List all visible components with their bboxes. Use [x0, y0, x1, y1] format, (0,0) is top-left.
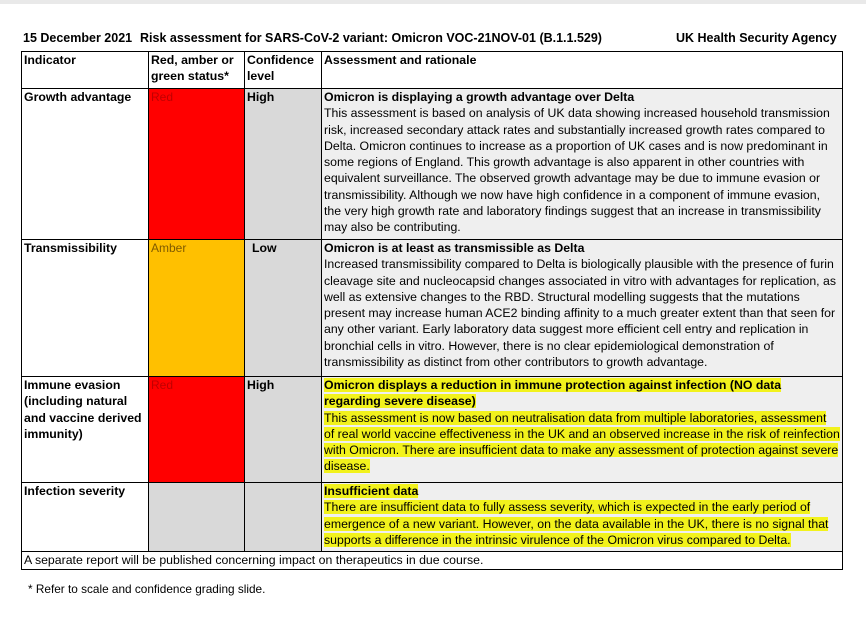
assessment-title	[324, 483, 840, 499]
indicator-cell: Growth advantage	[22, 89, 149, 240]
indicator-cell: Transmissibility	[22, 240, 149, 377]
report-date: 15 December 2021	[23, 31, 133, 45]
assessment-title	[324, 377, 840, 410]
confidence-cell: Low	[245, 240, 322, 377]
agency-name: UK Health Security Agency	[676, 31, 837, 45]
table-footer-row	[22, 552, 843, 570]
status-cell-red: Red	[149, 89, 245, 240]
confidence-cell: High	[245, 89, 322, 240]
assessment-cell	[322, 483, 843, 552]
confidence-cell: High	[245, 377, 322, 483]
assessment-text: This assessment is based on analysis of UK data showing increased household transmission risk, increased secondary attack rates and substantially increased growth rates compared to Delta. Omicron continues to increase as a proportion of UK cases and is now predominant in some regions of England. This growth advantage is also apparent in other countries with equivalent surveillance. The observed growth advantage may be due to immune evasion or transmissibility. Although we now have high confidence in a component of immune evasion, the very high growth rate and laboratory findings suggest that an increase in transmissibility may also be contributing.	[324, 106, 830, 235]
assessment-title: Omicron is at least as transmissible as Delta	[324, 241, 585, 255]
indicator-cell: Infection severity	[22, 483, 149, 552]
assessment-cell	[322, 89, 843, 240]
report-title: Risk assessment for SARS-CoV-2 variant: Omicron VOC-21NOV-01 (B.1.1.529)	[140, 31, 602, 45]
risk-assessment-table	[21, 51, 843, 570]
status-cell-amber: Amber	[149, 240, 245, 377]
header-confidence: Confidence level	[245, 52, 322, 89]
highlighted-text: This assessment is now based on neutralisation data from multiple laboratories, assessment of real world vaccine effectiveness in the UK and an observed increase in the risk of reinfection with Omicron. There are insufficient data to make any assessment of protection against severe disease.	[324, 410, 840, 474]
highlighted-title: Omicron displays a reduction in immune protection against infection (NO data regarding severe disease)	[324, 378, 782, 409]
table-row	[22, 240, 843, 377]
status-cell-red: Red	[149, 377, 245, 483]
footer-note: A separate report will be published concerning impact on therapeutics in due course.	[22, 552, 843, 570]
assessment-text	[324, 410, 840, 475]
indicator-cell: Immune evasion (including natural and vaccine derived immunity)	[22, 377, 149, 483]
assessment-text: Increased transmissibility compared to Delta is biologically plausible with the presence of furin cleavage site and nucleocapsid changes associated in vitro with advantages for replication, as well as extensive changes to the RBD. Structural modelling suggests that the mutations present may increase human ACE2 binding affinity to a much greater extent than that seen for any other variant. Early laboratory data suggest more efficient cell entry and replication in bronchial cells in vitro. However, there is no clear epidemiological demonstration of transmissibility as distinct from other contributors to growth advantage.	[324, 257, 836, 370]
header-assessment: Assessment and rationale	[322, 52, 843, 89]
header-indicator: Indicator	[22, 52, 149, 89]
assessment-cell	[322, 240, 843, 377]
header-status: Red, amber or green status*	[149, 52, 245, 89]
assessment-text	[324, 499, 840, 548]
footnote: * Refer to scale and confidence grading slide.	[28, 582, 266, 596]
confidence-cell	[245, 483, 322, 552]
highlighted-text: There are insufficient data to fully assess severity, which is expected in the early period of emergence of a new variant. However, on the data available in the UK, there is no signal that supports a difference in the intrinsic virulence of the Omicron virus compared to Delta.	[324, 500, 829, 547]
assessment-cell	[322, 377, 843, 483]
assessment-title: Omicron is displaying a growth advantage over Delta	[324, 90, 635, 104]
table-row	[22, 377, 843, 483]
table-row	[22, 483, 843, 552]
table-row	[22, 89, 843, 240]
table-header-row	[22, 52, 843, 89]
top-border	[0, 0, 866, 4]
highlighted-title: Insufficient data	[324, 484, 419, 498]
status-cell-empty	[149, 483, 245, 552]
